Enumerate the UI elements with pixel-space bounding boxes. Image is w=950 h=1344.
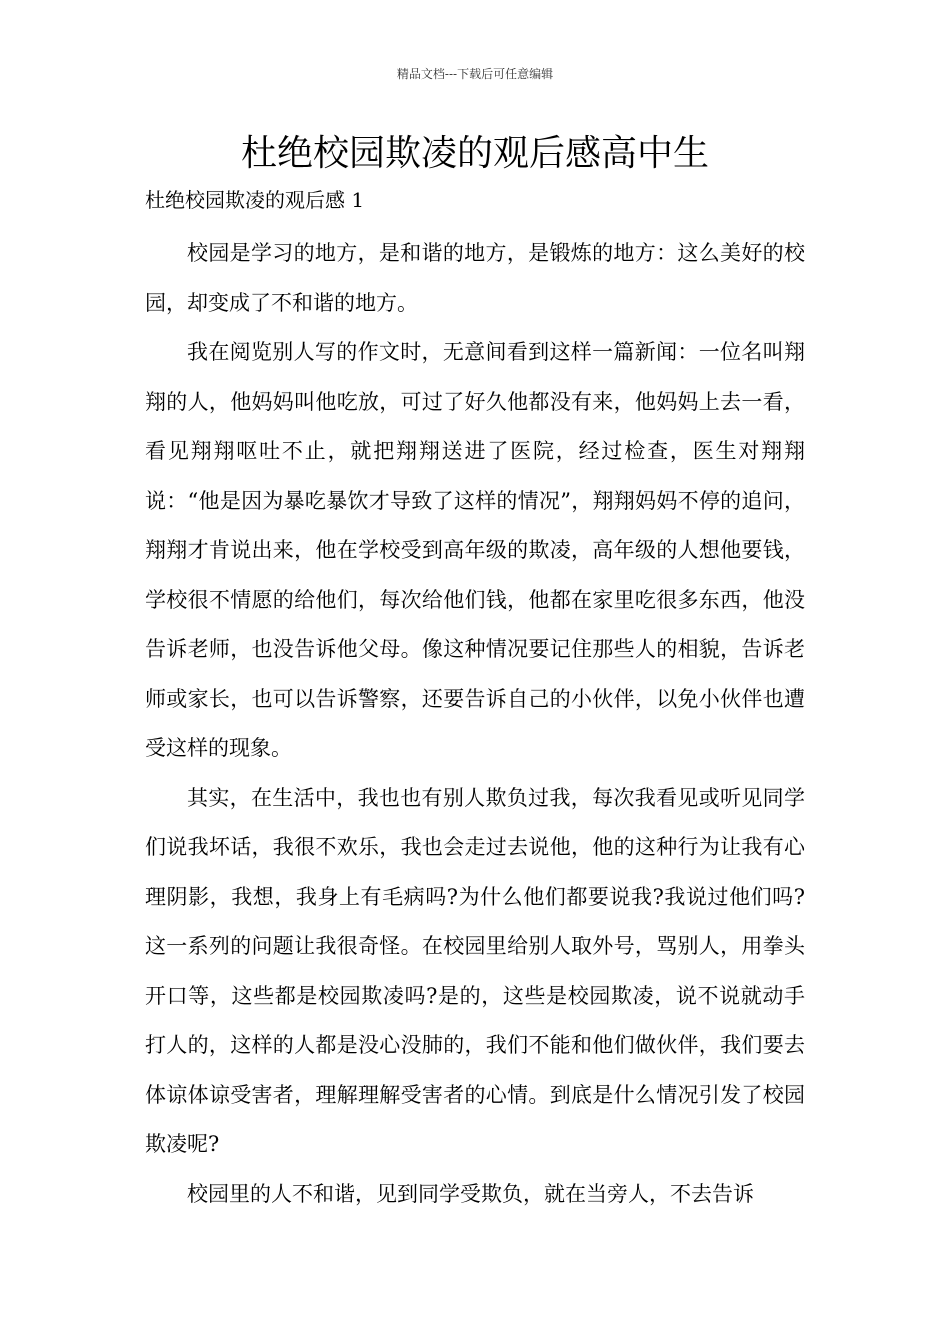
document-subtitle: 杜绝校园欺凌的观后感 1 bbox=[145, 188, 365, 212]
document-title: 杜绝校园欺凌的观后感高中生 bbox=[240, 133, 709, 174]
header-note: 精品文档---下载后可任意编辑 bbox=[396, 67, 554, 81]
paragraph: 其实，在生活中，我也也有别人欺负过我，每次我看见或听见同学们说我坏话，我很不欢乐，我也会走过去说他，他的这种行为让我有心理阴影，我想，我身上有毛病吗?为什么他们都要说我?我说过他们吗?这一系列的问题让我很奇怪。在校园里给别人取外号，骂别人，用拳头开口等，这些都是校园欺凌吗?是的，这些是校园欺凌，说不说就动手打人的，这样的人都是没心没肺的，我们不能和他们做伙伴，我们要去体谅体谅受害者，理解理解受害者的心情。到底是什么情况引发了校园欺凌呢? bbox=[145, 785, 805, 1156]
paragraph: 我在阅览别人写的作文时，无意间看到这样一篇新闻：一位名叫翔翔的人，他妈妈叫他吃放，可过了好久他都没有来，他妈妈上去一看，看见翔翔呕吐不止，就把翔翔送进了医院，经过检查，医生对翔翔说：“他是因为暴吃暴饮才导致了这样的情况”，翔翔妈妈不停的追问，翔翔才肯说出来，他在学校受到高年级的欺凌，高年级的人想他要钱，学校很不情愿的给他们，每次给他们钱，他都在家里吃很多东西，他没告诉老师，也没告诉他父母。像这种情况要记住那些人的相貌，告诉老师或家长，也可以告诉警察，还要告诉自己的小伙伴，以免小伙伴也遭受这样的现象。 bbox=[145, 340, 805, 760]
document-body bbox=[145, 229, 805, 1219]
paragraph: 校园里的人不和谐，见到同学受欺负，就在当旁人，不去告诉 bbox=[187, 1181, 754, 1206]
paragraph: 校园是学习的地方，是和谐的地方，是锻炼的地方：这么美好的校园，却变成了不和谐的地方。 bbox=[145, 241, 805, 315]
